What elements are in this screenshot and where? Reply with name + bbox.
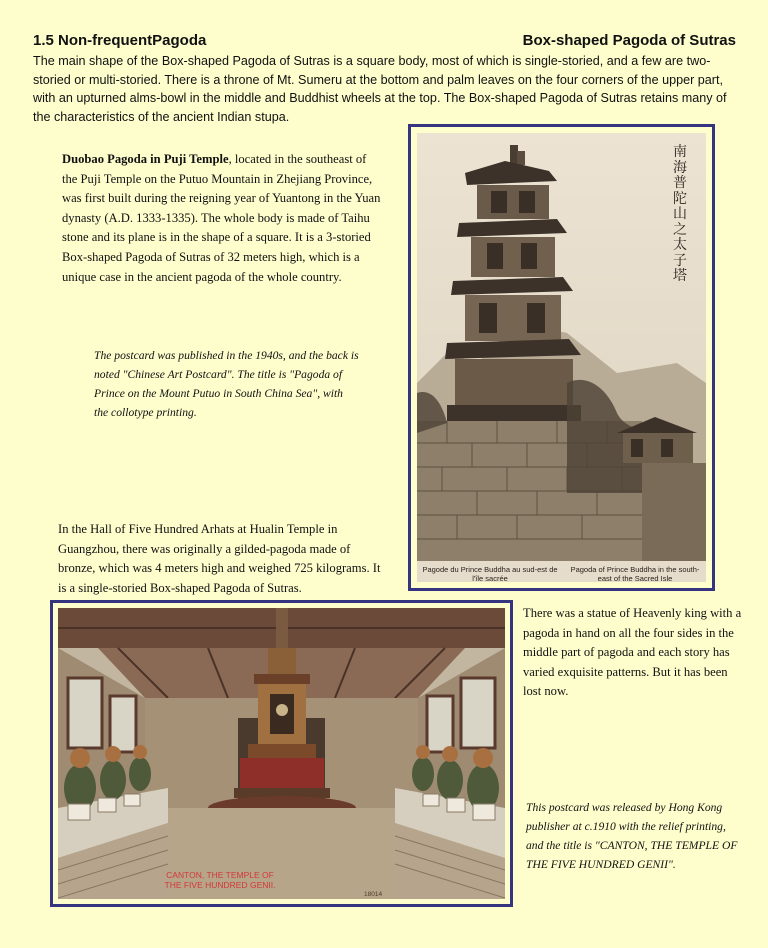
postcard1-caption: The postcard was published in the 1940s, and the back is noted "Chinese Art Postcard". The title is "Pagoda of Prince on the Mount Putuo in South China Sea", with the collotype printing. bbox=[94, 349, 359, 419]
statue-paragraph: There was a statue of Heavenly king with a pagoda in hand on all the four sides in the middle part of pagoda and each story has varied exquisite patterns. But it has been lost now. bbox=[523, 606, 742, 699]
postcard-canton-temple bbox=[50, 600, 513, 907]
pagoda-vertical-chinese-text: 南海普陀山之太子塔 bbox=[673, 144, 687, 284]
postcard2-title: CANTON, THE TEMPLE OF THE FIVE HUNDRED GENII. bbox=[164, 870, 276, 890]
duobao-paragraph bbox=[62, 150, 384, 287]
topic-title: Box-shaped Pagoda of Sutras bbox=[522, 32, 736, 49]
hualin-paragraph: In the Hall of Five Hundred Arhats at Hualin Temple in Guangzhou, there was originally a gilded-pagoda made of bronze, which was 4 meters high and weighed 725 kilograms. It is a single-storied Box-shaped Pagoda of Sutras. bbox=[58, 522, 381, 595]
intro-paragraph: The main shape of the Box-shaped Pagoda of Sutras is a square body, most of which is single-storied, and a few are two-storied or multi-storied. There is a throne of Mt. Sumeru at the bottom and palm leaves on the four corners of the upper part, with an upturned alms-bowl in the middle and Buddhist wheels at the top. The Box-shaped Pagoda of Sutras retains many of the characteristics of the ancient Indian stupa. bbox=[33, 54, 727, 124]
postcard2-number: 18014 bbox=[364, 891, 383, 898]
section-title: 1.5 Non-frequentPagoda bbox=[33, 32, 207, 49]
postcard1-french-caption: Pagode du Prince Buddha au sud-est de l'île sacrée bbox=[422, 565, 558, 582]
postcard-pagoda-prince bbox=[408, 124, 715, 591]
pagoda-illustration bbox=[417, 133, 706, 582]
temple-hall-photo bbox=[58, 608, 505, 899]
postcard2-caption: This postcard was released by Hong Kong publisher at c.1910 with the relief printing, and the title is "CANTON, THE TEMPLE OF THE FIVE HUNDRED GENII". bbox=[526, 801, 738, 871]
duobao-name: Duobao Pagoda in Puji Temple bbox=[62, 152, 229, 166]
duobao-text: , located in the southeast of the Puji Temple on the Putuo Mountain in Zhejiang Province, was first built during the reigning year of Yuantong in the Yuan dynasty (A.D. 1333-1335). The whole body is made of Taihu stone and its plane is in the shape of a square. It is a 3-storied Box-shaped Pagoda of Sutras of 32 meters high, which is a unique case in the ancient pagoda of the whole country. bbox=[62, 152, 381, 284]
temple-hall-illustration bbox=[58, 608, 505, 899]
postcard1-english-caption: Pagoda of Prince Buddha in the south-east of the Sacred Isle bbox=[570, 565, 700, 582]
pagoda-photo bbox=[417, 133, 706, 582]
